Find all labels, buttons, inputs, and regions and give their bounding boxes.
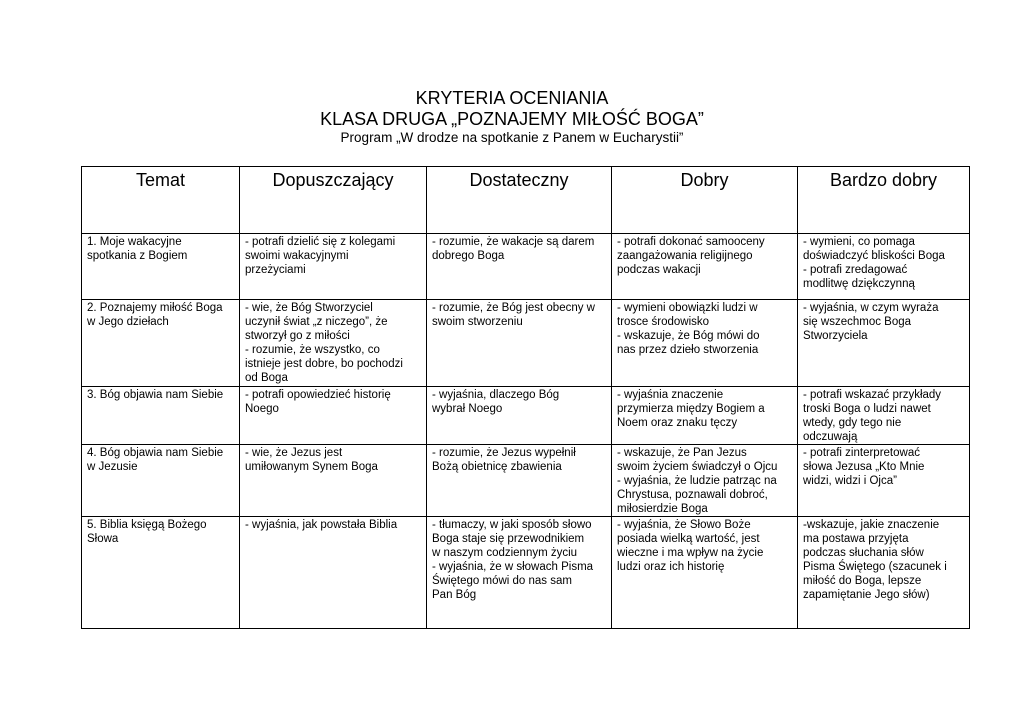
table-cell: - potrafi dzielić się z kolegami swoimi wakacyjnymi przeżyciami <box>240 234 427 300</box>
table-cell: 3. Bóg objawia nam Siebie <box>82 387 240 445</box>
table-cell: - wyjaśnia, w czym wyraża się wszechmoc Boga Stworzyciela <box>798 300 970 387</box>
table-cell: - potrafi dokonać samooceny zaangażowania religijnego podczas wakacji <box>612 234 798 300</box>
table-cell: - potrafi zinterpretować słowa Jezusa „Kto Mnie widzi, widzi i Ojca” <box>798 445 970 517</box>
table-cell: - wymieni, co pomaga doświadczyć bliskości Boga - potrafi zredagować modlitwę dziękczynną <box>798 234 970 300</box>
table-cell: - wyjaśnia, jak powstała Biblia <box>240 517 427 629</box>
header-temat: Temat <box>82 167 240 234</box>
table-cell: -wskazuje, jakie znaczenie ma postawa przyjęta podczas słuchania słów Pisma Świętego (szacunek i miłość do Boga, lepsze zapamiętanie Jego słów) <box>798 517 970 629</box>
document-subtitle-class: KLASA DRUGA „POZNAJEMY MIŁOŚĆ BOGA” <box>320 109 704 129</box>
table-cell: - wie, że Jezus jest umiłowanym Synem Boga <box>240 445 427 517</box>
table-cell: - wskazuje, że Pan Jezus swoim życiem świadczył o Ojcu - wyjaśnia, że ludzie patrząc na Chrystusa, poznawali dobroć, miłosierdzie Boga <box>612 445 798 517</box>
criteria-table <box>81 166 970 629</box>
table-row <box>82 387 970 445</box>
table-row <box>82 445 970 517</box>
header-dostateczny: Dostateczny <box>427 167 612 234</box>
table-header-row <box>82 167 970 234</box>
header-bardzo-dobry: Bardzo dobry <box>798 167 970 234</box>
table-cell: - rozumie, że Bóg jest obecny w swoim stworzeniu <box>427 300 612 387</box>
table-cell: 5. Biblia księgą Bożego Słowa <box>82 517 240 629</box>
header-dobry: Dobry <box>612 167 798 234</box>
table-cell: - wyjaśnia, że Słowo Boże posiada wielką wartość, jest wieczne i ma wpływ na życie ludzi oraz ich historię <box>612 517 798 629</box>
table-row <box>82 300 970 387</box>
document-title: KRYTERIA OCENIANIA <box>415 88 609 108</box>
table-row <box>82 234 970 300</box>
table-cell: - tłumaczy, w jaki sposób słowo Boga staje się przewodnikiem w naszym codziennym życiu - wyjaśnia, że w słowach Pisma Świętego mówi do nas sam Pan Bóg <box>427 517 612 629</box>
table-cell: 2. Poznajemy miłość Boga w Jego dziełach <box>82 300 240 387</box>
table-cell: - potrafi opowiedzieć historię Noego <box>240 387 427 445</box>
table-cell: 4. Bóg objawia nam Siebie w Jezusie <box>82 445 240 517</box>
table-cell: - wie, że Bóg Stworzyciel uczynił świat „z niczego”, że stworzył go z miłości - rozumie, że wszystko, co istnieje jest dobre, bo pochodzi od Boga <box>240 300 427 387</box>
table-cell: - wyjaśnia, dlaczego Bóg wybrał Noego <box>427 387 612 445</box>
table-cell: - wyjaśnia znaczenie przymierza między Bogiem a Noem oraz znaku tęczy <box>612 387 798 445</box>
table-cell: - rozumie, że Jezus wypełnił Bożą obietnicę zbawienia <box>427 445 612 517</box>
program-name: Program „W drodze na spotkanie z Panem w Eucharystii” <box>340 130 684 145</box>
table-cell: - rozumie, że wakacje są darem dobrego Boga <box>427 234 612 300</box>
table-cell: - wymieni obowiązki ludzi w trosce środowisko - wskazuje, że Bóg mówi do nas przez dzieło stworzenia <box>612 300 798 387</box>
header-dopuszczajacy: Dopuszczający <box>240 167 427 234</box>
table-row <box>82 517 970 629</box>
table-cell: 1. Moje wakacyjne spotkania z Bogiem <box>82 234 240 300</box>
table-cell: - potrafi wskazać przykłady troski Boga o ludzi nawet wtedy, gdy tego nie odczuwają <box>798 387 970 445</box>
